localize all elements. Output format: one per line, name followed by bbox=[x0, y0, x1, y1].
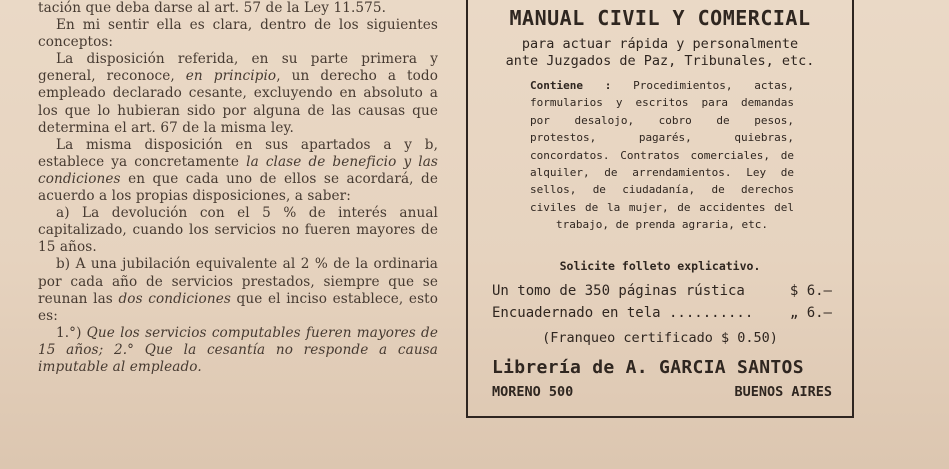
article-italic: dos condiciones bbox=[118, 290, 231, 307]
article-line bbox=[38, 0, 438, 17]
ad-subtitle-line: ante Juzgados de Paz, Tribunales, etc. bbox=[505, 53, 815, 69]
article-paragraph bbox=[38, 256, 438, 324]
article-text: La misma disposición en sus apartados a y b, establece ya concretamente bbox=[38, 136, 438, 170]
ad-contents-label: Contiene : bbox=[530, 79, 612, 92]
article-text: En mi sentir ella es clara, dentro de los siguientes conceptos: bbox=[38, 17, 438, 51]
ad-subtitle bbox=[468, 36, 852, 70]
article-column bbox=[38, 0, 438, 376]
article-text: , un derecho a todo empleado declarado cesante, excluyendo en absoluto a los que lo hubieran sido por alguna de las causas que determina el art. 67 de la misma ley. bbox=[38, 68, 438, 136]
ad-contents-text: Procedimientos, actas, formularios y escritos para demandas por desalojo, cobro de pesos, protestos, pagarés, quiebras, concordatos. Contratos comerciales, de alquiler, de arrendamientos. Ley de sellos, de ciudadanía, de derechos civiles de la mujer, de accidentes del trabajo, de prenda agraria, etc. bbox=[530, 79, 794, 232]
advertisement-box bbox=[466, 0, 854, 418]
price-row-rustica bbox=[492, 283, 832, 299]
price-value: „ 6.— bbox=[789, 305, 832, 321]
article-text: tación que deba darse al art. 57 de la Ley 11.575. bbox=[38, 0, 387, 16]
article-text: b) A una jubilación equivalente al 2 % de la ordinaria por cada año de servicios prestados, siempre que se reunan las bbox=[38, 256, 438, 307]
ad-address bbox=[492, 384, 832, 400]
article-paragraph bbox=[38, 137, 438, 205]
ad-title: MANUAL CIVIL Y COMERCIAL bbox=[509, 6, 811, 30]
article-paragraph bbox=[38, 325, 438, 376]
article-text: a) La devolución con el 5 % de interés anual capitalizado, cuando los servicios no fueren mayores de 15 años. bbox=[38, 205, 438, 256]
article-paragraph bbox=[38, 205, 438, 256]
article-italic: la clase de beneficio y las condiciones bbox=[38, 153, 438, 187]
article-text: La disposición referida, en su parte primera y general, reconoce, bbox=[38, 51, 438, 85]
ad-franqueo: (Franqueo certificado $ 0.50) bbox=[542, 330, 778, 346]
price-label: Un tomo de 350 páginas rústica bbox=[492, 283, 745, 299]
price-value: $ 6.— bbox=[789, 283, 832, 299]
price-row-tela bbox=[492, 305, 832, 321]
article-text: en que cada uno de ellos se acordará, de acuerdo a los propias disposiciones, a saber: bbox=[38, 170, 438, 205]
article-text: 1.°) bbox=[56, 324, 87, 341]
article-italic: en principio bbox=[185, 68, 277, 85]
ad-city: BUENOS AIRES bbox=[734, 384, 832, 400]
ad-contents bbox=[530, 77, 794, 234]
ad-street: MORENO 500 bbox=[492, 384, 574, 400]
article-paragraph bbox=[38, 51, 438, 136]
article-paragraph bbox=[38, 17, 438, 51]
ad-store-name: Librería de A. GARCIA SANTOS bbox=[492, 357, 804, 378]
ad-subtitle-line: para actuar rápida y personalmente bbox=[521, 36, 799, 52]
price-label: Encuadernado en tela .......... bbox=[492, 305, 754, 321]
article-italic: Que los servicios computables fueren mayores de 15 años; 2.° Que la cesantía no responde a causa imputable al empleado. bbox=[38, 324, 438, 375]
ad-folleto: Solicite folleto explicativo. bbox=[559, 259, 761, 273]
article-text: que el inciso establece, esto es: bbox=[38, 290, 438, 324]
